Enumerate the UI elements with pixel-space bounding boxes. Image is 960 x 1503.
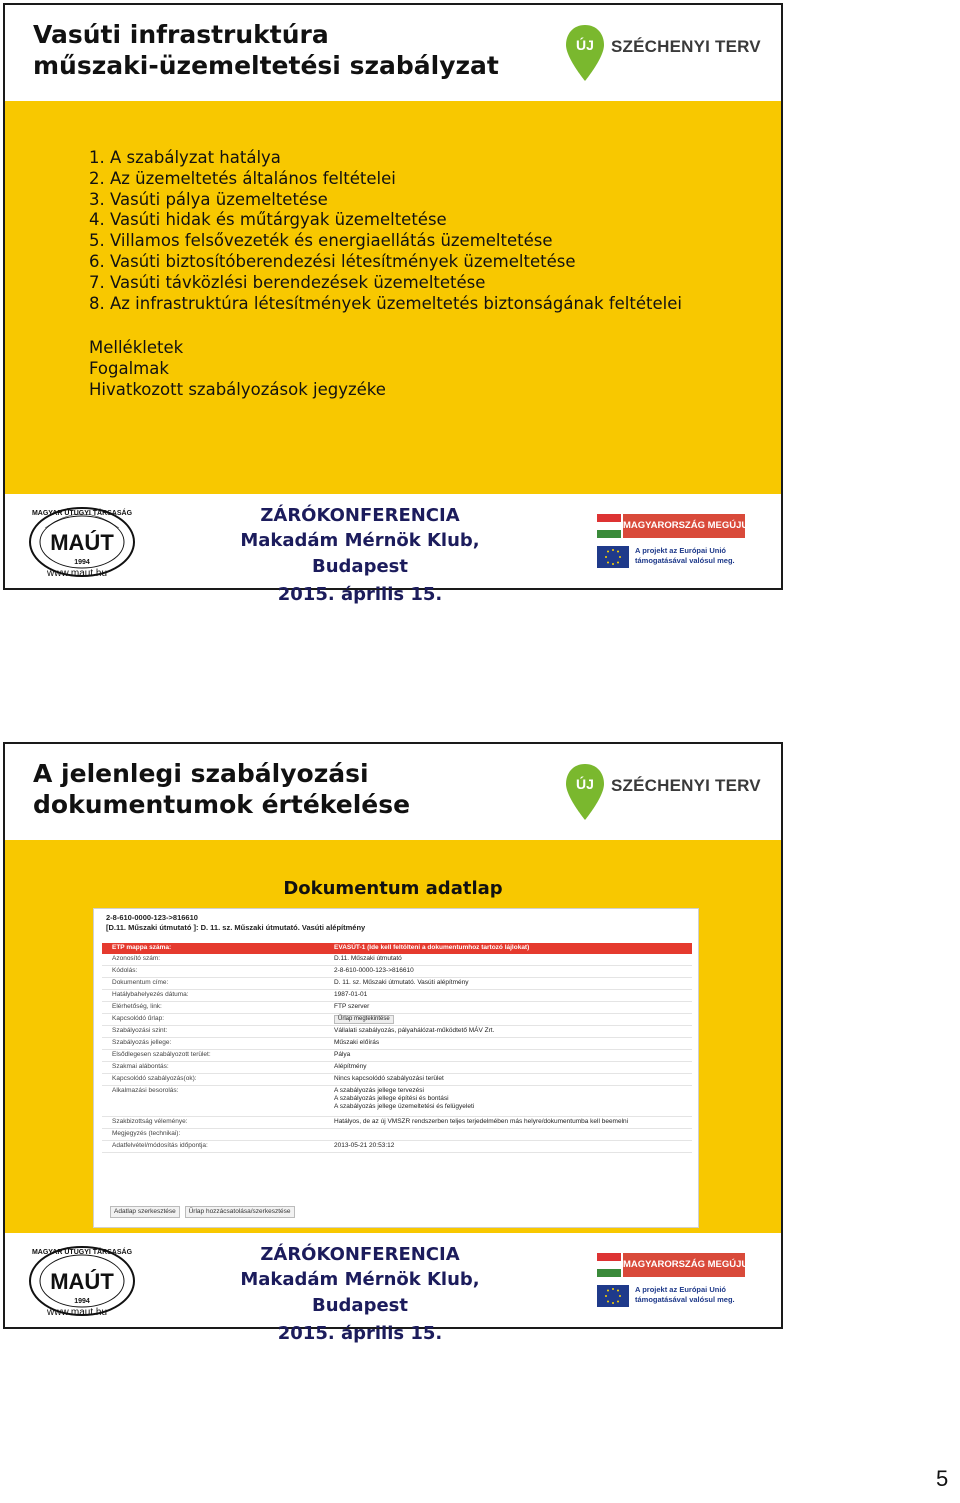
document-field-value: Alépítmény bbox=[334, 1063, 367, 1070]
annex-item: Fogalmak bbox=[89, 359, 169, 378]
document-data-sheet bbox=[93, 908, 699, 1228]
document-fields bbox=[102, 943, 692, 1153]
conference-title: ZÁRÓKONFERENCIA bbox=[260, 1244, 460, 1265]
eu-support-text: A projekt az Európai Unió támogatásával valósul meg. bbox=[635, 546, 735, 565]
document-field-label: Dokumentum címe: bbox=[112, 979, 169, 986]
svg-text:ÚJ: ÚJ bbox=[576, 37, 594, 53]
document-field-row bbox=[102, 1002, 692, 1014]
document-field-label: ETP mappa száma: bbox=[112, 944, 172, 951]
document-field-label: Adatfelvétel/módosítás időpontja: bbox=[112, 1142, 208, 1149]
eu-flag-icon bbox=[597, 546, 629, 568]
eu-flag-icon bbox=[597, 1285, 629, 1307]
document-field-label: Hatálybahelyezés dátuma: bbox=[112, 991, 189, 998]
tab-edit-sheet[interactable]: Adatlap szerkesztése bbox=[110, 1206, 180, 1218]
conference-venue: Makadám Mérnök Klub, Budapest bbox=[240, 530, 480, 577]
document-field-row bbox=[102, 1129, 692, 1141]
conference-title: ZÁRÓKONFERENCIA bbox=[260, 505, 460, 526]
table-of-contents bbox=[89, 148, 682, 314]
hungarian-flag-icon bbox=[597, 1253, 621, 1277]
toc-item: 3. Vasúti pálya üzemeltetése bbox=[89, 189, 328, 209]
document-field-label: Szakmai alábontás: bbox=[112, 1063, 169, 1070]
svg-text:MAÚT: MAÚT bbox=[50, 1269, 114, 1294]
magyarorszag-megujul-logo bbox=[597, 512, 755, 576]
szechenyi-terv-logo bbox=[563, 23, 763, 85]
document-field-label: Azonosító szám: bbox=[112, 955, 161, 962]
slide-1 bbox=[3, 3, 783, 605]
svg-text:1994: 1994 bbox=[74, 559, 90, 566]
map-pin-icon bbox=[563, 762, 607, 822]
slide-header bbox=[5, 5, 781, 103]
svg-text:1994: 1994 bbox=[74, 1298, 90, 1305]
annex-list bbox=[89, 337, 386, 400]
document-field-row bbox=[102, 943, 692, 954]
document-field-value: Műszaki előírás bbox=[334, 1039, 380, 1046]
document-field-value: Pálya bbox=[334, 1051, 351, 1058]
conference-date: 2015. április 15. bbox=[277, 1323, 443, 1344]
svg-text:MAGYAR ÚTÜGYI TÁRSASÁG: MAGYAR ÚTÜGYI TÁRSASÁG bbox=[31, 1249, 133, 1256]
slide-body bbox=[5, 101, 781, 494]
toc-item: 7. Vasúti távközlési berendezések üzemeltetése bbox=[89, 272, 486, 292]
toc-item: 1. A szabályzat hatálya bbox=[89, 148, 281, 167]
slide-title bbox=[33, 19, 499, 81]
document-field-label: Szakbizottság véleménye: bbox=[112, 1118, 188, 1125]
document-field-row bbox=[102, 1050, 692, 1062]
slide-footer bbox=[5, 1233, 781, 1344]
tab-attach-form[interactable]: Űrlap hozzácsatolása/szerkesztése bbox=[185, 1206, 295, 1218]
annex-item: Hivatkozott szabályozások jegyzéke bbox=[89, 380, 386, 399]
page-number: 5 bbox=[936, 1466, 949, 1491]
document-field-row bbox=[102, 954, 692, 966]
document-field-row bbox=[102, 1026, 692, 1038]
eu-support-text: A projekt az Európai Unió támogatásával valósul meg. bbox=[635, 1285, 735, 1304]
slide-title-line: műszaki-üzemeltetési szabályzat bbox=[33, 51, 499, 80]
document-field-row bbox=[102, 1038, 692, 1050]
toc-item: 4. Vasúti hidak és műtárgyak üzemeltetése bbox=[89, 210, 447, 230]
document-field-row bbox=[102, 978, 692, 990]
document-field-value: Hatályos, de az új VMSZR rendszerben teljes terjedelmében más helyre/dokumentumba kell beemelni bbox=[334, 1118, 629, 1125]
slide-footer bbox=[5, 494, 781, 605]
document-field-value bbox=[334, 1015, 394, 1024]
document-field-row bbox=[102, 1086, 692, 1117]
maut-emblem-icon bbox=[27, 1241, 137, 1317]
document-field-value: FTP szerver bbox=[334, 1003, 370, 1010]
svg-text:MAÚT: MAÚT bbox=[50, 530, 114, 555]
document-field-row bbox=[102, 1141, 692, 1153]
logo-text: SZÉCHENYI TERV bbox=[611, 37, 761, 56]
szechenyi-terv-logo bbox=[563, 762, 763, 824]
hungarian-flag-icon bbox=[597, 514, 621, 538]
toc-item: 8. Az infrastruktúra létesítmények üzemeltetés biztonságának feltételei bbox=[89, 293, 682, 313]
slide-body bbox=[5, 840, 781, 1233]
document-field-label: Elérhetőség, link: bbox=[112, 1003, 162, 1010]
slide-title-line: A jelenlegi szabályozási bbox=[33, 759, 369, 788]
document-field-label: Alkalmazási besorolás: bbox=[112, 1087, 179, 1094]
document-field-label: Kapcsolódó szabályozás(ok): bbox=[112, 1075, 197, 1082]
slide-header bbox=[5, 744, 781, 842]
document-field-label: Megjegyzés (technikai): bbox=[112, 1130, 181, 1137]
document-field-value: 2-8-610-0000-123->816610 bbox=[334, 967, 414, 974]
toc-item: 2. Az üzemeltetés általános feltételei bbox=[89, 168, 396, 188]
document-id: 2-8-610-0000-123->816610 [D.11. Műszaki útmutató ]: D. 11. sz. Műszaki útmutató. Vasúti alépítmény bbox=[106, 913, 366, 932]
document-tabs bbox=[110, 1206, 298, 1218]
view-form-button[interactable]: Űrlap megtekintése bbox=[334, 1015, 394, 1024]
document-field-value: A szabályozás jellege tervezési A szabályozás jellege építési és bontási A szabályozás jellege üzemeltetési és felügyeleti bbox=[334, 1087, 475, 1110]
magyarorszag-megujul-logo bbox=[597, 1251, 755, 1315]
document-field-label: Szabályozási szint: bbox=[112, 1027, 168, 1034]
maut-url: www.maut.hu bbox=[47, 568, 108, 579]
toc-item: 5. Villamos felsővezeték és energiaellátás üzemeltetése bbox=[89, 231, 553, 251]
map-pin-icon bbox=[563, 23, 607, 83]
annex-item: Mellékletek bbox=[89, 338, 184, 357]
document-field-value: 2013-05-21 20:53:12 bbox=[334, 1142, 395, 1149]
logo-text: SZÉCHENYI TERV bbox=[611, 776, 761, 795]
conference-info bbox=[195, 504, 525, 610]
document-field-row bbox=[102, 1117, 692, 1129]
document-field-row bbox=[102, 1074, 692, 1086]
document-field-value: D. 11. sz. Műszaki útmutató. Vasúti alépítmény bbox=[334, 979, 469, 986]
document-field-row bbox=[102, 1014, 692, 1026]
maut-url: www.maut.hu bbox=[47, 1307, 108, 1318]
document-field-label: Szabályozás jellege: bbox=[112, 1039, 172, 1046]
document-field-value: EVASÚT-1 (Ide kell feltölteni a dokumentumhoz tartozó lájlokat) bbox=[334, 944, 530, 951]
svg-text:MAGYAR ÚTÜGYI TÁRSASÁG: MAGYAR ÚTÜGYI TÁRSASÁG bbox=[31, 510, 133, 517]
toc-item: 6. Vasúti biztosítóberendezési létesítmények üzemeltetése bbox=[89, 251, 576, 271]
document-field-value: Nincs kapcsolódó szabályozási terület bbox=[334, 1075, 444, 1082]
slide-title bbox=[33, 758, 410, 820]
slide-2 bbox=[3, 742, 783, 1344]
document-sheet-heading: Dokumentum adatlap bbox=[283, 878, 503, 899]
mm-label: MAGYARORSZÁG MEGÚJUL bbox=[623, 514, 745, 538]
maut-emblem-icon bbox=[27, 502, 137, 578]
slide-title-line: Vasúti infrastruktúra bbox=[33, 20, 329, 49]
document-field-label: Kódolás: bbox=[112, 967, 138, 974]
document-field-value: D.11. Műszaki útmutató bbox=[334, 955, 402, 962]
slide-title-line: dokumentumok értékelése bbox=[33, 790, 411, 819]
conference-info bbox=[195, 1243, 525, 1349]
document-field-value: 1987-01-01 bbox=[334, 991, 368, 998]
document-field-row bbox=[102, 1062, 692, 1074]
document-field-value: Vállalati szabályozás, pályahálózat-működtető MÁV Zrt. bbox=[334, 1027, 495, 1034]
document-field-row bbox=[102, 990, 692, 1002]
document-field-label: Kapcsolódó űrlap: bbox=[112, 1015, 165, 1022]
conference-venue: Makadám Mérnök Klub, Budapest bbox=[240, 1269, 480, 1316]
conference-date: 2015. április 15. bbox=[277, 584, 443, 605]
svg-text:ÚJ: ÚJ bbox=[576, 776, 594, 792]
document-field-row bbox=[102, 966, 692, 978]
mm-label: MAGYARORSZÁG MEGÚJUL bbox=[623, 1253, 745, 1277]
document-field-label: Elsődlegesen szabályozott terület: bbox=[112, 1051, 211, 1058]
